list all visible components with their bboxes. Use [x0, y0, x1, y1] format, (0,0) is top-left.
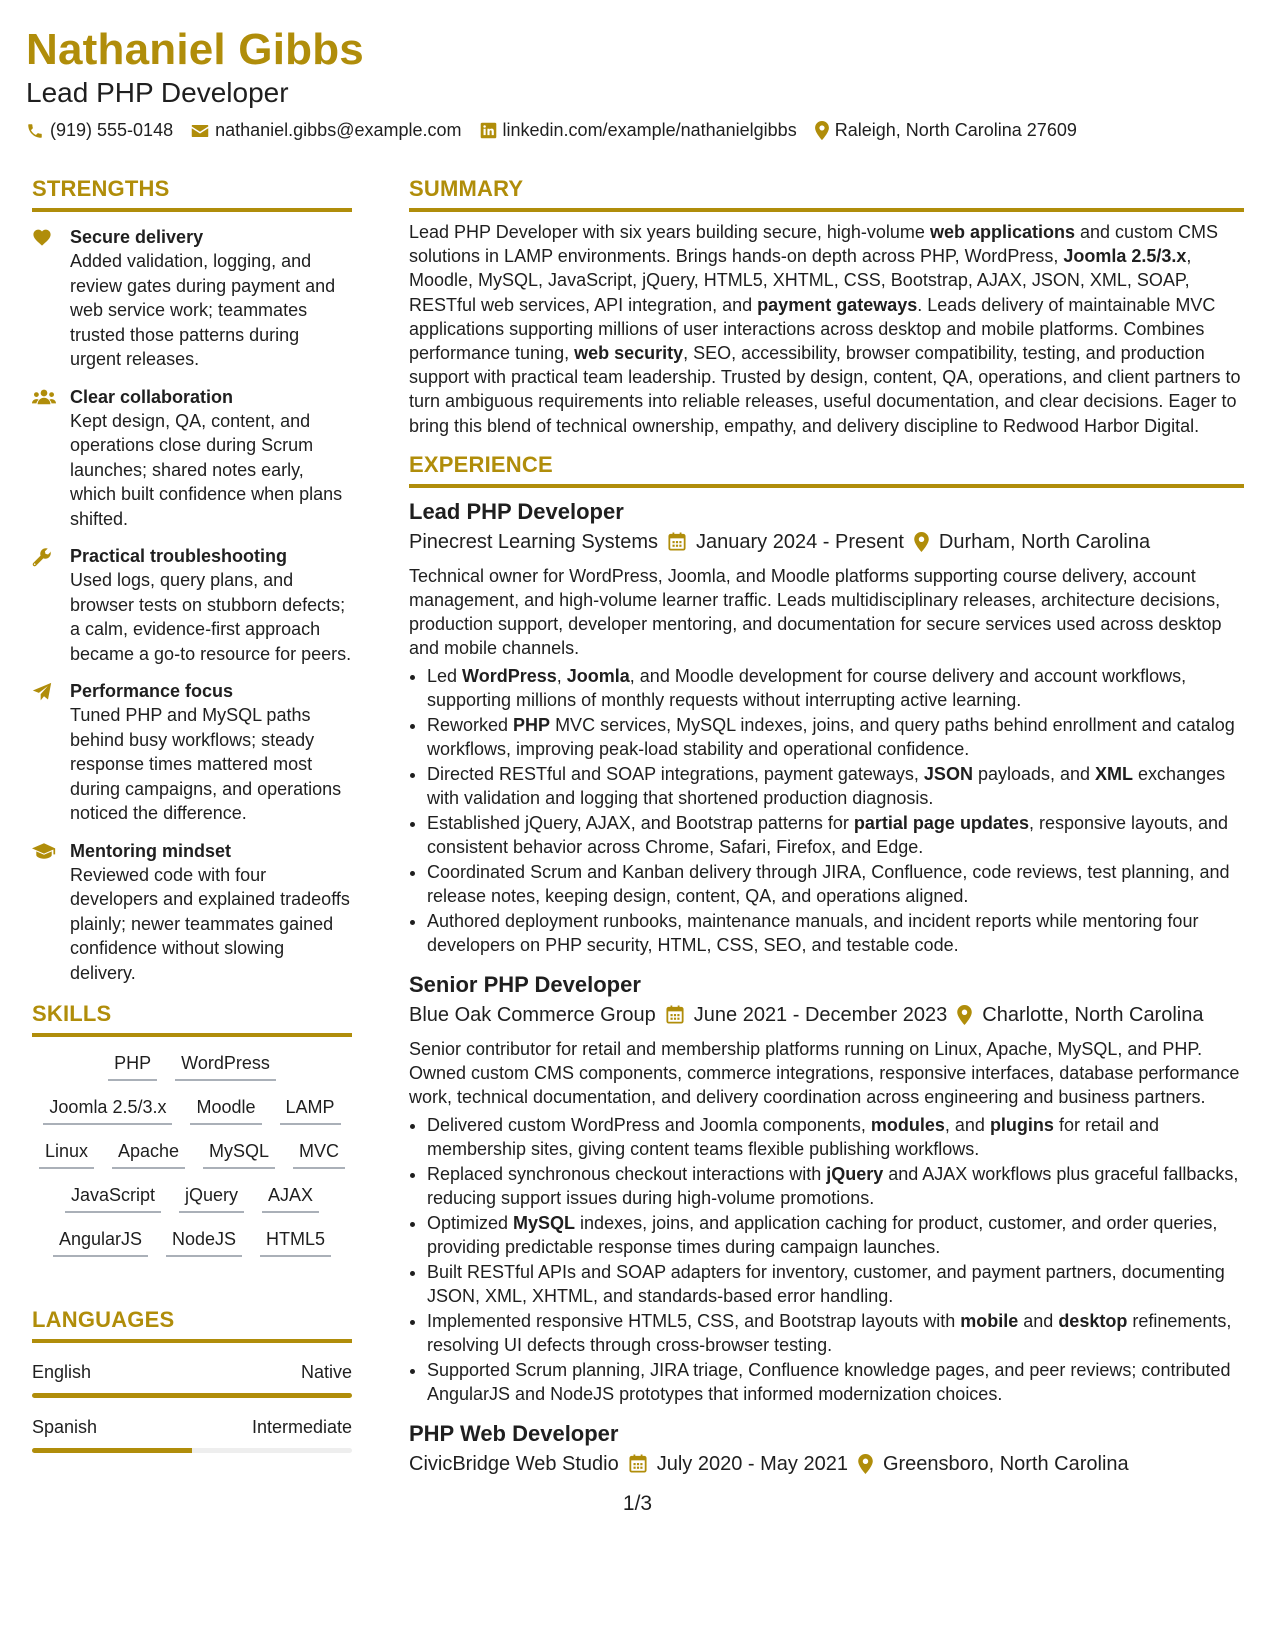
job-meta: [409, 528, 1244, 556]
language-proficiency-bar: [32, 1393, 352, 1398]
skill-tag: Linux: [39, 1139, 94, 1169]
job-bullet: • Authored deployment runbooks, maintenance manuals, and incident reports while mentoring four developers on PHP security, HTML, CSS, SEO, and testable code.: [427, 909, 1244, 957]
skill-tag: AJAX: [262, 1183, 319, 1213]
phone-icon: [26, 122, 44, 140]
job-bullet: • Coordinated Scrum and Kanban delivery through JIRA, Confluence, code reviews, test planning, and release notes, keeping design, content, QA, and operations aligned.: [427, 860, 1244, 908]
contact-email[interactable]: [191, 120, 461, 141]
resume-header: [26, 26, 1245, 141]
job-dates-text: July 2020 - May 2021: [656, 1452, 848, 1475]
job-meta: [409, 1450, 1244, 1478]
calendar-icon: [666, 1005, 684, 1024]
language-name: English: [32, 1362, 92, 1382]
contact-phone-text: (919) 555-0148: [50, 120, 174, 140]
linkedin-icon: [480, 122, 497, 139]
job-bullet: • Established jQuery, AJAX, and Bootstrap patterns for partial page updates, responsive layouts, and consistent behavior across Chrome, Safari, Firefox, and Edge.: [427, 811, 1244, 859]
strength-item: [32, 680, 352, 826]
candidate-name: Nathaniel Gibbs: [26, 25, 364, 74]
skill-tag: NodeJS: [166, 1227, 242, 1257]
job-dates-text: June 2021 - December 2023: [693, 1003, 948, 1026]
language-name: Spanish: [32, 1417, 98, 1437]
candidate-title: Lead PHP Developer: [26, 77, 289, 108]
strength-description: Tuned PHP and MySQL paths behind busy workflows; steady response times mattered most during campaigns, and operations noticed the difference.: [70, 705, 342, 823]
page-number: 1/3: [622, 1492, 653, 1515]
contact-linkedin[interactable]: [480, 120, 797, 141]
language-item: [32, 1361, 352, 1398]
skill-tag: PHP: [108, 1051, 157, 1081]
wrench-icon: [32, 545, 56, 666]
job-role: PHP Web Developer: [409, 1420, 619, 1446]
strengths-list: [32, 226, 352, 985]
job-bullet: • Reworked PHP MVC services, MySQL indexes, joins, and query paths behind enrollment and catalog workflows, improving peak-load stability and operational confidence.: [427, 713, 1244, 761]
skill-tag: Apache: [112, 1139, 185, 1169]
contact-location-text: Raleigh, North Carolina 27609: [834, 120, 1077, 140]
job-role: Lead PHP Developer: [409, 498, 624, 524]
strength-description: Kept design, QA, content, and operations close during Scrum launches; shared notes early, which built confidence when plans shifted.: [70, 410, 343, 529]
envelope-icon: [191, 123, 209, 139]
right-column: [409, 176, 1244, 1478]
skill-tag: AngularJS: [53, 1227, 148, 1257]
job-location-text: Durham, North Carolina: [938, 530, 1151, 553]
skill-tag: Joomla 2.5/3.x: [43, 1095, 172, 1125]
job-dates: [666, 1001, 948, 1029]
job-description: Technical owner for WordPress, Joomla, and Moodle platforms supporting course delivery, account management, and high-volume learner traffic. Leads multidisciplinary releases, architecture decisions, production support, developer mentoring, and documentation for secure services used across desktop and mobile channels.: [409, 565, 1222, 658]
job-location: [957, 1001, 1203, 1029]
job-entry: [409, 498, 1244, 957]
job-entry: [409, 971, 1244, 1406]
job-bullet: • Built RESTful APIs and SOAP adapters for inventory, customer, and payment partners, documenting JSON, XML, XHTML, and standards-based error handling.: [427, 1260, 1244, 1308]
strength-item: [32, 226, 352, 372]
skills-section: [32, 1001, 352, 1257]
job-bullet: • Directed RESTful and SOAP integrations, payment gateways, JSON payloads, and XML exchanges with validation and logging that shortened production diagnosis.: [427, 762, 1244, 810]
job-location: [858, 1450, 1129, 1478]
job-company: CivicBridge Web Studio: [409, 1452, 619, 1475]
calendar-icon: [629, 1454, 647, 1473]
job-bullets: [409, 664, 1244, 957]
job-role: Senior PHP Developer: [409, 971, 641, 997]
summary-heading: SUMMARY: [409, 176, 1244, 212]
strength-title: Mentoring mindset: [70, 840, 231, 861]
language-proficiency-fill: [32, 1448, 192, 1453]
contact-linkedin-text: linkedin.com/example/nathanielgibbs: [502, 120, 797, 140]
job-bullets: [409, 1113, 1244, 1406]
graduation-cap-icon: [32, 840, 56, 986]
left-column: [32, 176, 352, 1453]
language-proficiency-bar: [32, 1448, 352, 1453]
skills-heading: SKILLS: [32, 1001, 352, 1037]
contact-email-text: nathaniel.gibbs@example.com: [215, 120, 462, 140]
strength-title: Secure delivery: [70, 227, 204, 247]
skill-tag: Moodle: [190, 1095, 261, 1125]
strength-item: [32, 840, 352, 986]
language-item: [32, 1416, 352, 1453]
strength-title: Practical troubleshooting: [70, 546, 288, 566]
job-dates: [629, 1450, 848, 1478]
skill-tag: jQuery: [179, 1183, 244, 1213]
strength-title: Clear collaboration: [70, 386, 234, 407]
job-entry: [409, 1420, 1244, 1478]
skill-tag: MySQL: [203, 1139, 275, 1169]
map-pin-icon: [914, 532, 929, 552]
summary-text: Lead PHP Developer with six years building secure, high-volume web applications and custom CMS solutions in LAMP environments. Brings hands-on depth across PHP, WordPress, Joomla 2.5/3.x, Moodle, MySQL, JavaScript, jQuery, HTML5, XHTML, CSS, Bootstrap, AJAX, JSON, XML, SOAP, RESTful web services, API integration, and payment gateways. Leads delivery of maintainable MVC applications supporting millions of user interactions across desktop and mobile platforms. Combines performance tuning, web security, SEO, accessibility, browser compatibility, testing, and production support with practical team leadership. Trusted by design, content, QA, operations, and client partners to turn ambiguous requirements into reliable releases, useful documentation, and clear decisions. Eager to bring this blend of technical ownership, empathy, and delivery discipline to Redwood Harbor Digital.: [409, 222, 1241, 436]
job-company: Blue Oak Commerce Group: [409, 1003, 656, 1026]
job-bullet: • Replaced synchronous checkout interactions with jQuery and AJAX workflows plus graceful fallbacks, reducing support issues during high-volume promotions.: [427, 1162, 1244, 1210]
job-location: [914, 528, 1150, 556]
contact-bar: [26, 120, 1245, 141]
skill-tag: LAMP: [280, 1095, 341, 1125]
language-level: Native: [300, 1362, 352, 1382]
language-level: Intermediate: [251, 1417, 352, 1437]
job-bullet: • Led WordPress, Joomla, and Moodle development for course delivery and account workflows, supporting millions of monthly requests without interrupting active learning.: [427, 664, 1244, 712]
contact-location: [815, 120, 1077, 141]
job-meta: [409, 1001, 1244, 1029]
job-company: Pinecrest Learning Systems: [409, 530, 659, 553]
languages-heading: LANGUAGES: [32, 1307, 352, 1343]
job-bullet: • Supported Scrum planning, JIRA triage, Confluence knowledge pages, and peer reviews; contributed AngularJS and NodeJS prototypes that informed modernization choices.: [427, 1358, 1244, 1406]
job-bullet: • Implemented responsive HTML5, CSS, and Bootstrap layouts with mobile and desktop refinements, resolving UI defects through cross-browser testing.: [427, 1309, 1244, 1357]
users-icon: [32, 386, 56, 532]
map-pin-icon: [858, 1454, 873, 1474]
job-bullet: • Delivered custom WordPress and Joomla components, modules, and plugins for retail and membership sites, giving content teams flexible publishing workflows.: [427, 1113, 1244, 1161]
job-dates: [668, 528, 904, 556]
skill-tag: HTML5: [260, 1227, 331, 1257]
strength-description: Used logs, query plans, and browser tests on stubborn defects; a calm, evidence-first approach became a go-to resource for peers.: [70, 570, 352, 664]
job-dates-text: January 2024 - Present: [696, 530, 904, 553]
map-pin-icon: [957, 1005, 972, 1025]
skill-tag: JavaScript: [65, 1183, 161, 1213]
strengths-heading: STRENGTHS: [32, 176, 352, 212]
contact-phone[interactable]: [26, 120, 173, 141]
languages-section: [32, 1307, 352, 1453]
job-description: Senior contributor for retail and membership platforms running on Linux, Apache, MySQL, and PHP. Owned custom CMS components, commerce integrations, responsive interfaces, database performance work, technical documentation, and delivery coordination across engineering and business partners.: [409, 1038, 1240, 1107]
paper-plane-icon: [32, 680, 56, 826]
heart-icon: [32, 226, 56, 372]
map-pin-icon: [815, 121, 829, 140]
skills-list: [32, 1037, 352, 1257]
strengths-section: [32, 176, 352, 985]
strength-item: [32, 386, 352, 532]
job-location-text: Charlotte, North Carolina: [982, 1003, 1204, 1026]
job-bullet: • Optimized MySQL indexes, joins, and application caching for product, customer, and order queries, providing predictable response times during campaign launches.: [427, 1211, 1244, 1259]
strength-title: Performance focus: [70, 681, 234, 701]
summary-section: [409, 176, 1244, 438]
strength-description: Reviewed code with four developers and explained tradeoffs plainly; newer teammates gained confidence without slowing delivery.: [70, 864, 350, 983]
skill-tag: MVC: [293, 1139, 345, 1169]
strength-description: Added validation, logging, and review gates during payment and web service work; teammates trusted those patterns during urgent releases.: [70, 251, 336, 369]
experience-heading: EXPERIENCE: [409, 452, 1244, 488]
job-location-text: Greensboro, North Carolina: [882, 1452, 1129, 1475]
strength-item: [32, 545, 352, 666]
skill-tag: WordPress: [175, 1051, 276, 1081]
experience-section: [409, 452, 1244, 1478]
language-proficiency-fill: [32, 1393, 352, 1398]
calendar-icon: [668, 532, 686, 551]
